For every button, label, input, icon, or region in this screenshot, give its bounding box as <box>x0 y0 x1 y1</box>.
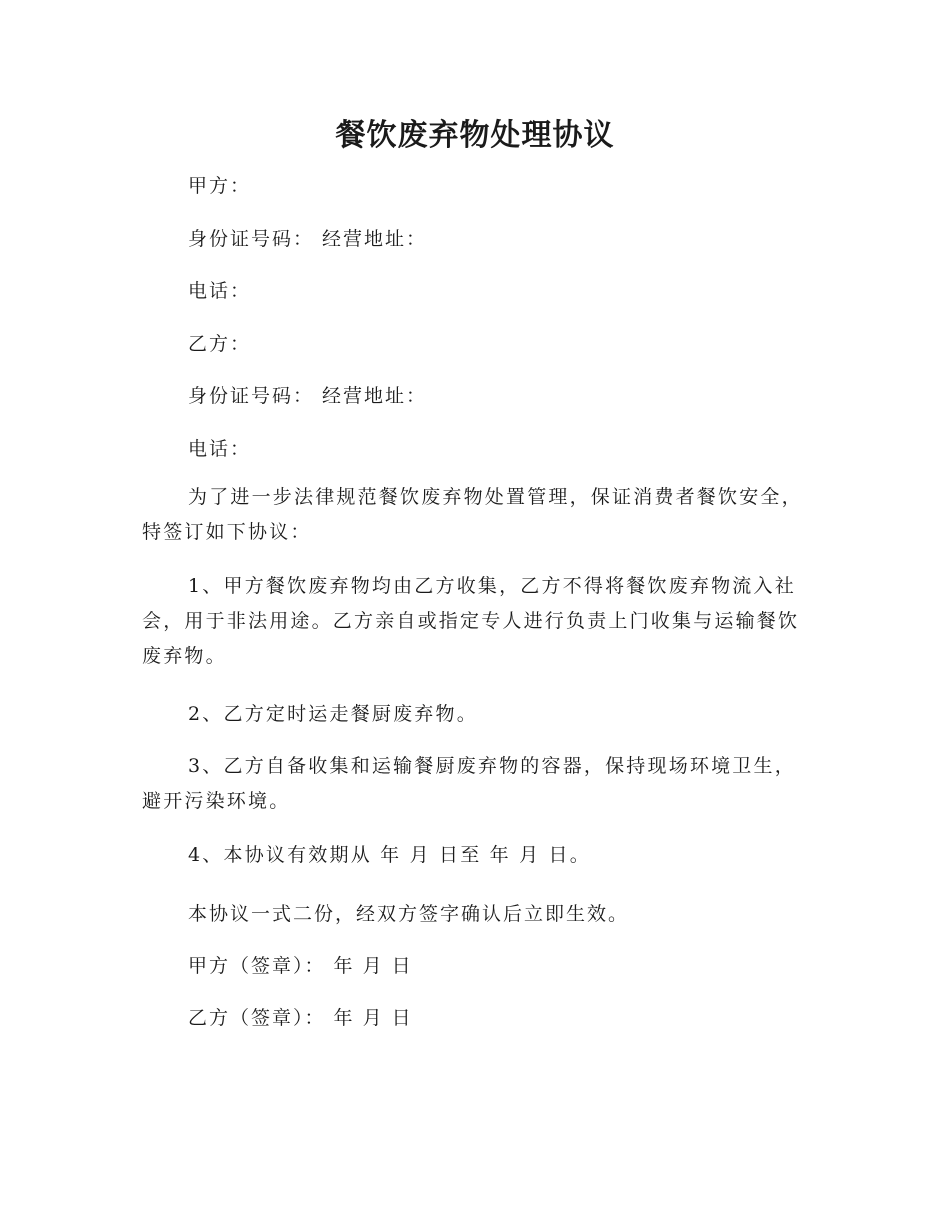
party-a-id-address: 身份证号码： 经营地址： <box>188 228 428 250</box>
document-title: 餐饮废弃物处理协议 <box>335 118 615 153</box>
intro-paragraph: 为了进一步法律规范餐饮废弃物处置管理，保证消费者餐饮安全，特签订如下协议： <box>142 486 803 543</box>
party-a-phone: 电话： <box>188 280 252 302</box>
clause-2: 2、乙方定时运走餐厨废弃物。 <box>188 703 478 725</box>
party-b-id-address: 身份证号码： 经营地址： <box>188 385 428 407</box>
clause-3: 3、乙方自备收集和运输餐厨废弃物的容器，保持现场环境卫生，避开污染环境。 <box>142 755 796 812</box>
party-a-signature: 甲方（签章）： 年 月 日 <box>188 955 413 977</box>
clause-1: 1、甲方餐饮废弃物均由乙方收集，乙方不得将餐饮废弃物流入社会，用于非法用途。乙方亲自或指定专人进行负责上门收集与运输餐饮废弃物。 <box>142 575 800 667</box>
party-b-phone: 电话： <box>188 438 252 460</box>
effective-note: 本协议一式二份，经双方签字确认后立即生效。 <box>188 903 630 925</box>
party-b-signature: 乙方（签章）： 年 月 日 <box>188 1007 413 1029</box>
clause-4: 4、本协议有效期从 年 月 日至 年 月 日。 <box>188 844 591 866</box>
party-b-label: 乙方： <box>188 333 252 355</box>
party-a-label: 甲方： <box>188 175 252 197</box>
